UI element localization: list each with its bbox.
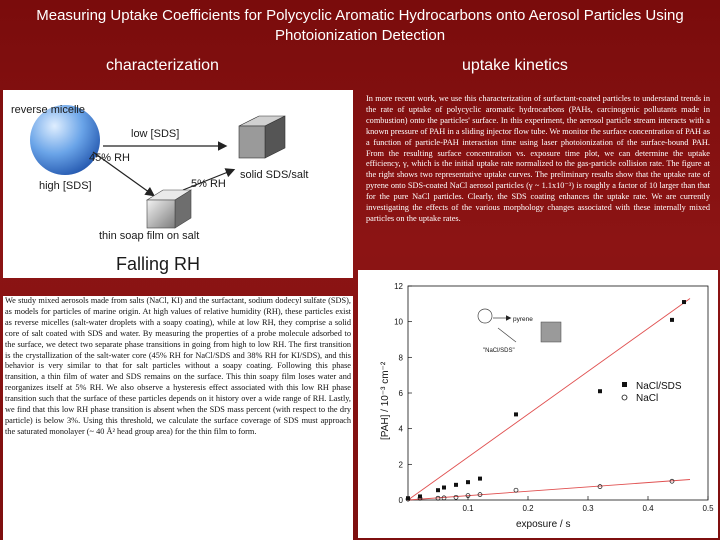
inset-coated-label: "NaCl/SDS"	[483, 348, 515, 354]
y-tick-label-3: 6	[398, 389, 403, 398]
x-axis-label: exposure / s	[516, 519, 571, 530]
thin-film-cube	[147, 190, 191, 228]
plot-legend	[622, 381, 682, 404]
y-tick-label-1: 2	[398, 460, 403, 470]
point-series0-10	[682, 300, 686, 304]
point-series1-7	[514, 488, 518, 492]
characterization-paragraph: We study mixed aerosols made from salts (NaCl, KI) and the surfactant, sodium dodecyl sulfate (SDS), as models for particles of marine origin. At high values of relative humidity (RH), these particles exist as reverse micelles (salt-water droplets with a soapy coating), while at low RH, they comprise a solid core of salt coated with SDS and water. By measuring the properties of a probe molecule adsorbed to the surface, we detect two separate phase transitions in going from high to low RH. The first transition is the crystallization of the salt-water core (45% RH for NaCl/SDS and 38% RH for KI/SDS), and this behavior is very similar to that for salt particles without a soapy coating. Following this phase transition, a thin film of water and SDS remains on the surface. This thin soapy film loses water and reorganizes itself at 5% RH. We also observe a hysteresis effect associated with this low RH phase transition such that the surface of these particles depends on it history over a wide range of RH. Lastly, we find that this low RH phase transition is absent when the SDS mass percent (with respect to the dry particle) is below 3%. Using this threshold, we calculate the surface coverage of SDS must approach the saturated monolayer (~ 40 Å² head group area) for the thin film to form.	[3, 296, 353, 540]
y-axis-label: [PAH] / 10⁻³ cm⁻²	[380, 361, 391, 440]
inset-schematic	[478, 309, 561, 354]
phase-transition-figure	[3, 90, 353, 278]
solid-sds-salt-label: solid SDS/salt	[240, 169, 309, 181]
solid-salt-cube	[239, 116, 285, 158]
y-tick-label-0: 0	[398, 496, 403, 505]
high-sds-label: high [SDS]	[39, 180, 92, 192]
inset-pyrene-label: pyrene	[513, 316, 533, 323]
legend-marker-nacl-sds	[622, 382, 627, 387]
x-tick-label-3: 0.4	[642, 504, 654, 513]
inset-molecule-icon	[478, 309, 492, 323]
x-tick-label-0: 0.1	[462, 504, 474, 513]
y-tick-label-2: 4	[398, 424, 403, 434]
x-tick-label-2: 0.3	[582, 504, 594, 513]
point-series1-8	[598, 485, 602, 489]
legend-label-nacl: NaCl	[636, 393, 659, 404]
point-series0-4	[454, 483, 458, 487]
uptake-plot-svg	[358, 270, 718, 538]
low-sds-label: low [SDS]	[131, 128, 180, 140]
page-title: Measuring Uptake Coefficients for Polycyclic Aromatic Hydrocarbons onto Aerosol Particles Using Photoionization Detection	[36, 7, 684, 44]
y-tick-label-4: 8	[398, 353, 403, 363]
x-tick-label-1: 0.2	[522, 504, 534, 513]
legend-marker-nacl	[622, 395, 627, 400]
characterization-heading: characterization	[106, 57, 219, 74]
point-series0-8	[598, 389, 602, 393]
inset-particle-box	[541, 322, 561, 342]
uptake-kinetics-paragraph: In more recent work, we use this characterization of surfactant-coated particles to understand trends in the rate of uptake of polycyclic aromatic hydrocarbons (PAHs, carcinogenic pollutants made in combustion) onto the particles' surface. In this experiment, the aerosol particle stream interacts with a known pressure of PAH in a sliding injector flow tube. We monitor the surface concentration of PAH as a function of particle-PAH interaction time using laser photoionization of the surface-bound PAH. From the resulting surface concentration vs. exposure time plot, we can determine the uptake efficiency, γ, which is the initial uptake rate normalized to the gas-particle collision rate. The figure at the right shows two representative uptake curves. The preliminary results show that the uptake rate of pyrene onto SDS-coated NaCl aerosol particles (γ ~ 1.1x10⁻³) is roughly a factor of 10 larger than that for the pure NaCl particles. Clearly, the SDS coating enhances the uptake rate. We are currently investigating the effects of the various morphology changes associated with these internally mixed particles on the uptake rates.	[366, 94, 710, 223]
thin-film-label: thin soap film on salt	[99, 230, 200, 242]
point-series0-9	[670, 318, 674, 322]
uptake-kinetics-heading: uptake kinetics	[462, 57, 568, 74]
point-series0-5	[466, 480, 470, 484]
legend-label-nacl-sds: NaCl/SDS	[636, 381, 682, 392]
point-series1-4	[454, 495, 458, 499]
rh45-label: 45% RH	[89, 152, 130, 164]
reverse-micelle-label: reverse micelle	[11, 104, 85, 116]
falling-rh-label: Falling RH	[116, 254, 201, 274]
point-series0-2	[436, 488, 440, 492]
x-tick-label-4: 0.5	[702, 504, 714, 513]
uptake-plot-panel	[358, 270, 718, 538]
point-series0-6	[478, 477, 482, 481]
rh5-label: 5% RH	[191, 178, 226, 190]
point-series0-7	[514, 412, 518, 416]
point-series0-3	[442, 486, 446, 490]
y-tick-label-6: 12	[394, 282, 403, 291]
y-tick-label-5: 10	[394, 317, 403, 327]
